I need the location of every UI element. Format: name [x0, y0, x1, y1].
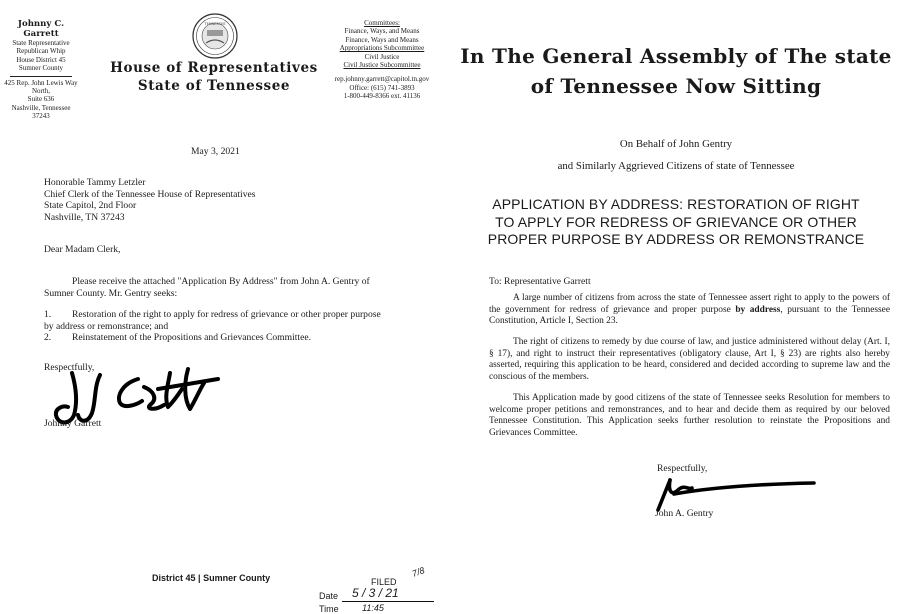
- stamp-time-value: 11:45: [362, 603, 384, 613]
- committee-item: Civil Justice: [364, 52, 400, 61]
- body-line: Sumner County. Mr. Gentry seeks:: [44, 287, 178, 299]
- assembly-heading-line1: In The General Assembly of The state: [460, 44, 892, 68]
- sender-title: State Representative: [12, 39, 70, 47]
- list-text: Reinstatement of the Propositions and Grievances Committee.: [72, 332, 311, 343]
- request-list: [44, 309, 424, 344]
- right-letter-page: [452, 0, 900, 609]
- assembly-heading: [452, 42, 900, 102]
- tennessee-seal-icon: [192, 13, 238, 59]
- recipient-line: State Capitol, 2nd Floor: [44, 200, 137, 211]
- list-item: [44, 309, 424, 321]
- paragraph-2: The right of citizens to remedy by due course of law, and justice administered without delay (Art. I, § 17), and right to instruct their representatives (obligatory clause, Art I, § 23) are rights also hereby asserted, requiring this application to be heard, considered and decided according to supreme law and the conscious of the members.: [489, 337, 890, 382]
- recipient-line: Chief Clerk of the Tennessee House of Representatives: [44, 188, 256, 200]
- recipient-line: Nashville, TN 37243: [44, 211, 125, 223]
- list-item: [44, 332, 424, 344]
- stamp-filed-label: FILED: [371, 577, 397, 587]
- behalf-line: and Similarly Aggrieved Citizens of state of Tennessee: [557, 160, 795, 172]
- closing: Respectfully,: [44, 362, 95, 373]
- recipient-line: Honorable Tammy Letzler: [44, 177, 146, 188]
- behalf-line: On Behalf of John Gentry: [619, 138, 733, 150]
- footer-district: District 45: [152, 573, 196, 583]
- closing: Respectfully,: [657, 463, 708, 474]
- title-line: PROPER PURPOSE BY ADDRESS OR REMONSTRANCE: [487, 231, 865, 247]
- salutation: Dear Madam Clerk,: [44, 244, 121, 255]
- sender-block: [2, 19, 80, 121]
- application-title: [452, 196, 900, 249]
- behalf-block: [452, 133, 900, 177]
- signer-name: John A. Gentry: [655, 508, 714, 519]
- committee-item: Finance, Ways, and Means: [344, 27, 420, 36]
- committees-block: [326, 19, 438, 101]
- paragraph-1-text-b: , pursuant to the Tennessee Constitution, Article I, Section 23.: [489, 304, 891, 327]
- letterhead-house: House of Representatives: [110, 60, 318, 76]
- to-line: To: Representative Garrett: [489, 276, 591, 287]
- title-line: APPLICATION BY ADDRESS: RESTORATION OF RIGHT: [492, 196, 860, 212]
- stamp-time-label: Time: [319, 604, 339, 614]
- stamp-date-label: Date: [319, 591, 339, 601]
- letter-date: May 3, 2021: [191, 146, 240, 157]
- svg-text:TENNESSEE: TENNESSEE: [204, 22, 226, 26]
- sender-address-3: Nashville, Tennessee 37243: [11, 103, 71, 121]
- sender-role: Republican Whip: [16, 47, 66, 56]
- page-footer: [152, 573, 270, 583]
- list-text: Restoration of the right to apply for redress of grievance or other proper purpose: [72, 309, 381, 320]
- assembly-heading-line2: of Tennessee Now Sitting: [530, 74, 822, 98]
- filed-stamp: [314, 565, 442, 614]
- footer-county: Sumner County: [203, 573, 271, 583]
- body-paragraph: [44, 276, 424, 299]
- paragraph-3: This Application made by good citizens of the state of Tennessee seeks Resolution for members to welcome proper petitions and remonstrances, and to hear and decide them as required by our beloved Tennessee Constitution. This Application seeks further resolution to reinstate the Propositions and Grievances Committee.: [489, 393, 890, 438]
- committee-item: Civil Justice Subcommittee: [343, 61, 421, 70]
- contact-office-phone: Office: (615) 741-3893: [349, 83, 415, 92]
- committee-item: Appropriations Subcommittee: [339, 44, 425, 53]
- sender-county: Sumner County: [18, 64, 64, 73]
- stamp-date-value: 5 / 3 / 21: [352, 586, 399, 600]
- body-line: Please receive the attached "Application By Address" from John A. Gentry of: [72, 276, 370, 287]
- paragraph-1-bold: by address: [735, 304, 781, 315]
- list-item-continuation: by address or remonstrance; and: [44, 320, 169, 332]
- sender-address-2: Suite 636: [27, 95, 55, 104]
- committees-heading: Committees:: [364, 19, 400, 27]
- sender-district: House District 45: [16, 55, 66, 64]
- footer-separator: |: [198, 573, 201, 583]
- committee-item: Finance, Ways and Means: [345, 35, 419, 44]
- contact-email: rep.johnny.garrett@capitol.tn.gov: [334, 75, 430, 84]
- title-line: TO APPLY FOR REDRESS OF GRIEVANCE OR OTHER: [495, 213, 857, 230]
- stamp-initials: 7/8: [410, 565, 426, 579]
- sender-name: Johnny C. Garrett: [17, 19, 65, 39]
- list-number: 1.: [44, 309, 52, 320]
- letterhead-state: State of Tennessee: [137, 78, 291, 94]
- stamp-date-underline: [342, 601, 434, 602]
- recipient-address: [44, 177, 255, 223]
- paragraph-1: [489, 293, 890, 328]
- paragraph-1-text-a: A large number of citizens from across the state of Tennessee assert right to apply to the powers of the government for redress of grievance and proper purpose: [489, 293, 890, 315]
- signer-name: Johnny Garrett: [44, 418, 102, 429]
- sender-address-1: 425 Rep. John Lewis Way North,: [4, 78, 78, 96]
- list-number: 2.: [44, 332, 52, 343]
- letterhead: [108, 60, 320, 95]
- sender-divider: [10, 76, 72, 77]
- contact-tollfree-phone: 1-800-449-8366 ext. 41136: [343, 92, 421, 101]
